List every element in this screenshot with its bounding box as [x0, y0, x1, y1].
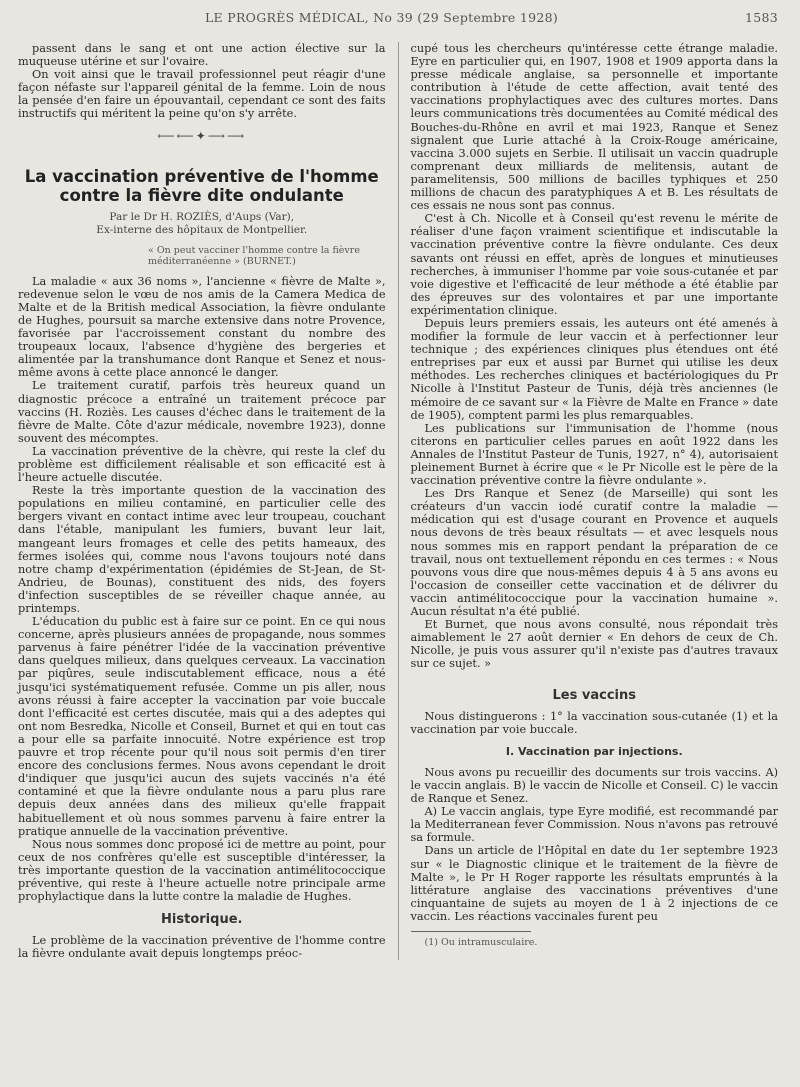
body-paragraph: cupé tous les chercheurs qu'intéresse cette étrange maladie. Eyre en particulier qui, en 1907, 1908 et 1909 apporta dans la presse médicale anglaise, sa personnelle et importante contribution à l'étude de cette affection, avait tenté des vaccinations prophylactiques avec des cultures mortes. Dans leurs communications très documentées au Comité médical des Bouches-du-Rhône en avril et mai 1923, Ranque et Senez signalent que Lurie attaché à la Croix-Rouge américaine, vaccina 3.000 sujets en Serbie. Il utilisait un vaccin quadruple comprenant deux milliards de melitensis, autant de paramelitensis, 500 millions de bacilles typhiques et 250 millions de chacun des paratyphiques A et B. Les résultats de ces essais ne nous sont pas connus.: [410, 42, 779, 213]
page-number: 1583: [744, 10, 778, 25]
body-paragraph: Le traitement curatif, parfois très heureux quand un diagnostic précoce a entraîné un traitement précoce par vaccins (H. Roziès. Les causes d'échec dans le traitement de la fièvre de Malte. Côte d'azur médicale, novembre 1923), donne souvent des mécomptes.: [18, 379, 386, 445]
article-title-line: contre la fièvre dite ondulante: [59, 185, 344, 205]
body-paragraph: Nous distinguerons : 1° la vaccination sous-cutanée (1) et la vaccination par voie buccale.: [410, 709, 779, 736]
body-paragraph: Et Burnet, que nous avons consulté, nous répondait très aimablement le 27 août dernier « En dehors de ceux de Ch. Nicolle, je puis vous assurer qu'il n'existe pas d'autres travaux sur ce sujet. »: [410, 618, 779, 671]
intro-paragraph: passent dans le sang et ont une action élective sur la muqueuse utérine et sur l'ovaire.: [18, 42, 386, 69]
body-paragraph: Dans un article de l'Hôpital en date du 1er septembre 1923 sur « le Diagnostic clinique et le traitement de la fièvre de Malte », le Pr H Roger rapporte les résultats empruntés à la littérature anglaise des vaccinations préventives d'une cinquantaine de sujets au moyen de 1 à 2 injections de ce vaccin. Les réactions vaccinales furent peu: [410, 844, 779, 923]
body-paragraph: C'est à Ch. Nicolle et à Conseil qu'est revenu le mérite de réaliser d'une façon vraiment scientifique et indiscutable la vaccination préventive contre la fièvre ondulante. Ces deux savants ont réussi en effet, après de longues et minutieuses recherches, à immuniser l'homme par voie sous-cutanée et par voie digestive et l'efficacité de leur méthode a été établie par des épreuves sur des volontaires et par une importante expérimentation clinique.: [410, 212, 779, 317]
body-paragraph: Nous nous sommes donc proposé ici de mettre au point, pour ceux de nos confrères qu'elle est susceptible d'intéresser, la très importante question de la vaccination antimélitococcique préventive, qui reste à l'heure actuelle notre principale arme prophylactique dans la lutte contre la maladie de Hughes.: [18, 837, 386, 904]
ornament-divider: ⟵⟵✦⟶⟶: [157, 128, 247, 143]
article-title-line: La vaccination préventive de l'homme: [24, 166, 379, 186]
body-paragraph: La maladie « aux 36 noms », l'ancienne « fièvre de Malte », redevenue selon le vœu de nos amis de la Camera Medica de Malte et de la British medical Association, la fièvre ondulante de Hughes, poursuit sa marche extensive dans notre Provence, favorisée par l'accroissement constant du nombre des troupeaux locaux, l'absence d'hygiène des bergeries et alimentée par la transhumance dont Ranque et Senez et nous-même avons à cette place annoncé le danger.: [18, 274, 386, 380]
author-byline: Par le Dr H. ROZIÈS, d'Aups (Var),: [109, 210, 295, 223]
body-paragraph: Nous avons pu recueillir des documents sur trois vaccins. A) le vaccin anglais. B) le vaccin de Nicolle et Conseil. C) le vaccin de Ranque et Senez.: [410, 765, 779, 806]
two-column-body: [18, 42, 778, 960]
body-paragraph: A) Le vaccin anglais, type Eyre modifié, est recommandé par la Mediterranean fever Commission. Nous n'avons pas retrouvé sa formule.: [410, 805, 779, 845]
epigraph: « On peut vacciner l'homme contre la fièvre méditerranéenne » (BURNET.): [148, 244, 360, 267]
subsection-heading-injections: I. Vaccination par injections.: [505, 744, 683, 758]
right-column: [411, 42, 779, 960]
section-heading-historique: Historique.: [161, 912, 243, 928]
author-affiliation: Ex-interne des hôpitaux de Montpellier.: [96, 223, 308, 236]
footnote-rule: [411, 931, 531, 932]
body-paragraph: Reste la très importante question de la vaccination des populations en milieu contaminé, en particulier celle des bergers vivant en contact intime avec leur troupeau, couchant dans l'étable, manipulant les fumiers, buvant leur lait, mangeant leurs fromages et celle des petits hameaux, des fermes isolées qui, comme nous l'avons toujours noté dans notre champ d'expérimentation (épidémies de St-Jean, de St-Andrieu, de Bounas), constituent des nids, des foyers d'infection susceptibles de se réveiller chaque année, au printemps.: [18, 484, 386, 615]
running-title: LE PROGRÈS MÉDICAL, No 39 (29 Septembre 1928): [204, 10, 559, 25]
section-heading-vaccins: Les vaccins: [552, 687, 636, 703]
column-rule: [398, 42, 399, 960]
body-paragraph: Les Drs Ranque et Senez (de Marseille) qui sont les créateurs d'un vaccin iodé curatif contre la maladie — médication qui est d'usage courant en Provence et auquels nous devons de très beaux résultats — et avec lesquels nous nous sommes mis en rapport pendant la préparation de ce travail, nous ont textuellement répondu en ces termes : « Nous pouvons vous dire que nous-mêmes depuis 4 à 5 ans avons eu l'occasion de conseiller cette vaccination et de délivrer du vaccin antimélitococcique pour la vaccination humaine ». Aucun résultat n'a été publié.: [410, 487, 779, 619]
intro-paragraph: On voit ainsi que le travail professionnel peut réagir d'une façon néfaste sur l'appareil génital de la femme. Loin de nous la pensée d'en faire un épouvantail, cependant ce sont des faits instructifs qui méritent la peine qu'on s'y arrête.: [18, 68, 386, 121]
left-column: [18, 42, 386, 960]
article-title: [24, 167, 380, 205]
footnote: (1) Ou intramusculaire.: [424, 937, 538, 948]
running-header: [18, 10, 778, 32]
body-paragraph: La vaccination préventive de la chèvre, qui reste la clef du problème est difficilement réalisable et son efficacité est à l'heure actuelle discutée.: [18, 444, 386, 485]
body-paragraph: Depuis leurs premiers essais, les auteurs ont été amenés à modifier la formule de leur vaccin et à perfectionner leur technique ; des expériences cliniques plus étendues ont été entreprises par eux et aussi par Burnet qui utilise les deux méthodes. Les recherches cliniques et bactériologiques du Pr Nicolle à l'Institut Pasteur de Tunis, déjà très anciennes (le mémoire de ce savant sur « la Fièvre de Malte en France » date de 1905), comptent parmi les plus remarquables.: [410, 316, 779, 422]
body-paragraph: Le problème de la vaccination préventive de l'homme contre la fièvre ondulante avait depuis longtemps préoc-: [18, 934, 386, 961]
body-paragraph: Les publications sur l'immunisation de l'homme (nous citerons en particulier celles parues en août 1922 dans les Annales de l'Institut Pasteur de Tunis, 1927, n° 4), autorisaient pleinement Burnet à écrire que « le Pr Nicolle est le père de la vaccination préventive contre la fièvre ondulante ».: [410, 421, 779, 488]
body-paragraph: L'éducation du public est à faire sur ce point. En ce qui nous concerne, après plusieurs années de propagande, nous sommes parvenus à faire pénétrer l'idée de la vaccination préventive dans quelques milieux, dans quelques cerveaux. La vaccination par piqûres, seule indiscutablement efficace, nous a été jusqu'ici systématiquement refusée. Comme un pis aller, nous avons réussi à faire accepter la vaccination par voie buccale dont l'efficacité est certes discutée, mais qui a des adeptes qui ont nom Besredka, Nicolle et Conseil, Burnet et qui en tout cas a pour elle sa parfaite innocuité. Notre expérience est trop pauvre et trop récente pour qu'il nous soit permis d'en tirer encore des conclusions fermes. Nous avons cependant le droit d'indiquer que jusqu'ici aucun des sujets vaccinés n'a été contaminé et que la fièvre ondulante nous a paru plus rare depuis deux années dans des milieux qu'elle frappait habituellement et où nous sommes parvenu à faire entrer la pratique annuelle de la vaccination préventive.: [18, 615, 386, 838]
